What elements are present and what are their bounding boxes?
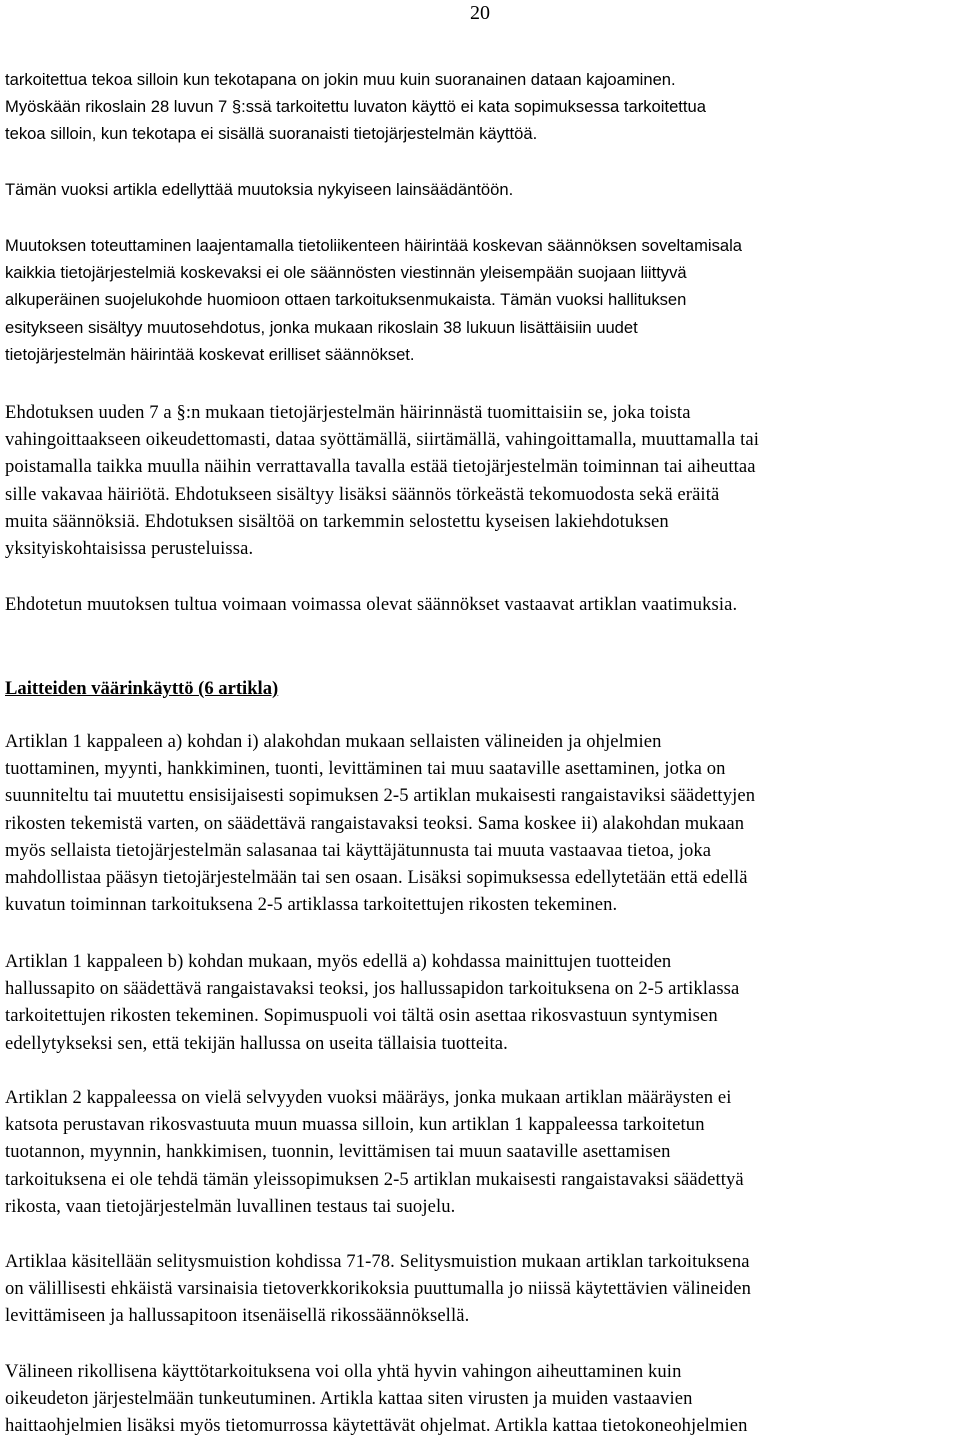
text-line: mahdollistaa pääsyn tietojärjestelmään tai sen osaan. Lisäksi sopimuksessa edellytetään että edellä [5,867,748,889]
text-line: tuotannon, myynnin, hankkimisen, tuonnin, levittämisen tai muun saataville asettamisen [5,1141,671,1163]
text-line: poistamalla taikka muulla näihin verrattavalla tavalla estää tietojärjestelmän toiminnan tai aiheuttaa [5,456,756,478]
text-line: tarkoitettujen rikosten tekeminen. Sopimuspuoli voi tältä osin asettaa rikosvastuun syntymisen [5,1005,718,1027]
text-line: Välineen rikollisena käyttötarkoituksena voi olla yhtä hyvin vahingon aiheuttaminen kuin [5,1361,682,1382]
paragraph [5,1358,748,1440]
paragraph [5,1248,751,1330]
text-line: esitykseen sisältyy muutosehdotus, jonka mukaan rikoslain 38 lukuun lisättäisiin uudet [5,317,638,337]
text-line: Myöskään rikoslain 28 luvun 7 §:ssä tarkoitettu luvaton käyttö ei kata sopimuksessa tarkoitettua [5,97,706,117]
paragraph [5,728,755,918]
page-number: 20 [470,2,490,24]
text-line: katsota perustavan rikosvastuuta muun muassa silloin, kun artiklan 1 kappaleessa tarkoitetun [5,1114,705,1136]
text-line: levittämiseen ja hallussapitoon itsenäisellä rikossäännöksellä. [5,1305,470,1327]
text-line: tekoa silloin, kun tekotapa ei sisällä suoranaisti tietojärjestelmän käyttöä. [5,124,538,144]
text-line: tuottaminen, myynti, hankkiminen, tuonti, levittäminen tai muu saataville asettaminen, jotka on [5,758,726,780]
paragraph [5,232,742,368]
paragraph [5,399,759,562]
text-line: hallussapito on säädettävä rangaistavaksi teoksi, jos hallussapidon tarkoituksena on 2-5 artiklassa [5,978,740,1000]
text-line: edellytykseksi sen, että tekijän hallussa on useita tällaisia tuotteita. [5,1032,508,1054]
text-line: yksityiskohtaisissa perusteluissa. [5,538,254,560]
text-line: kaikkia tietojärjestelmiä koskevaksi ei ole säännösten viestinnän yleisempään suojaan liittyvä [5,263,687,283]
text-line: haittaohjelmien lisäksi myös tietomurrossa käytettävät ohjelmat. Artikla kattaa tietokoneohjelmien [5,1415,748,1437]
text-line: sille vakavaa häiriötä. Ehdotukseen sisältyy lisäksi säännös törkeästä tekomuodosta sekä eräitä [5,483,720,505]
text-line: tarkoitettua tekoa silloin kun tekotapana on jokin muu kuin suoranainen dataan kajoaminen. [5,70,676,89]
text-line: Laitteiden väärinkäyttö (6 artikla) [5,678,279,699]
text-line: oikeudeton järjestelmään tunkeutuminen. Artikla kattaa siten virusten ja muiden vastaavien [5,1388,693,1410]
paragraph [5,948,739,1057]
text-line: kuvatun toiminnan tarkoituksena 2-5 artiklassa tarkoitettujen rikosten tekeminen. [5,894,618,916]
text-line: Muutoksen toteuttaminen laajentamalla tietoliikenteen häirintää koskevan säännöksen soveltamisala [5,236,743,255]
text-line: Artiklaa käsitellään selitysmuistion kohdissa 71-78. Selitysmuistion mukaan artiklan tarkoituksena [5,1251,750,1272]
paragraph [5,1084,744,1220]
text-line: tarkoituksena ei ole tehdä tämän yleissopimuksen 2-5 artiklan mukaisesti rangaistavaksi säädettyä [5,1168,744,1190]
section-heading [5,675,278,702]
paragraph [5,176,513,203]
paragraph [5,591,737,618]
text-line: rikosta, vaan tietojärjestelmän luvallinen testaus tai suojelu. [5,1195,456,1217]
text-line: vahingoittaakseen oikeudettomasti, dataa syöttämällä, siirtämällä, vahingoittamalla, muuttamalla tai [5,429,760,451]
text-line: Tämän vuoksi artikla edellyttää muutoksia nykyiseen lainsäädäntöön. [5,180,514,199]
paragraph [5,66,706,148]
text-line: Ehdotuksen uuden 7 a §:n mukaan tietojärjestelmän häirinnästä tuomittaisiin se, joka toista [5,402,691,423]
text-line: rikosten tekemistä varten, on säädettävä rangaistavaksi teoksi. Sama koskee ii) alakohdan mukaan [5,812,745,834]
text-line: Artiklan 2 kappaleessa on vielä selvyyden vuoksi määräys, jonka mukaan artiklan määräysten ei [5,1087,732,1108]
text-line: Artiklan 1 kappaleen b) kohdan mukaan, myös edellä a) kohdassa mainittujen tuotteiden [5,951,672,972]
text-line: alkuperäinen suojelukohde huomioon ottaen tarkoituksenmukaista. Tämän vuoksi hallituksen [5,290,687,310]
text-line: suunniteltu tai muutettu ensisijaisesti sopimuksen 2-5 artiklan mukaisesti rangaistaviksi säädettyjen [5,785,756,807]
text-line: on välillisesti ehkäistä varsinaisia tietoverkkorikoksia puuttumalla jo niissä käytettävien välineiden [5,1278,752,1300]
text-line: tietojärjestelmän häirintää koskevat erilliset säännökset. [5,344,415,364]
text-line: Ehdotetun muutoksen tultua voimaan voimassa olevat säännökset vastaavat artiklan vaatimuksia. [5,594,738,615]
text-line: muita säännöksiä. Ehdotuksen sisältöä on tarkemmin selostettu kyseisen lakiehdotuksen [5,510,669,532]
text-line: myös sellaista tietojärjestelmän salasanaa tai käyttäjätunnusta tai muuta vastaavaa tietoa, joka [5,839,712,861]
text-line: Artiklan 1 kappaleen a) kohdan i) alakohdan mukaan sellaisten välineiden ja ohjelmien [5,731,662,752]
